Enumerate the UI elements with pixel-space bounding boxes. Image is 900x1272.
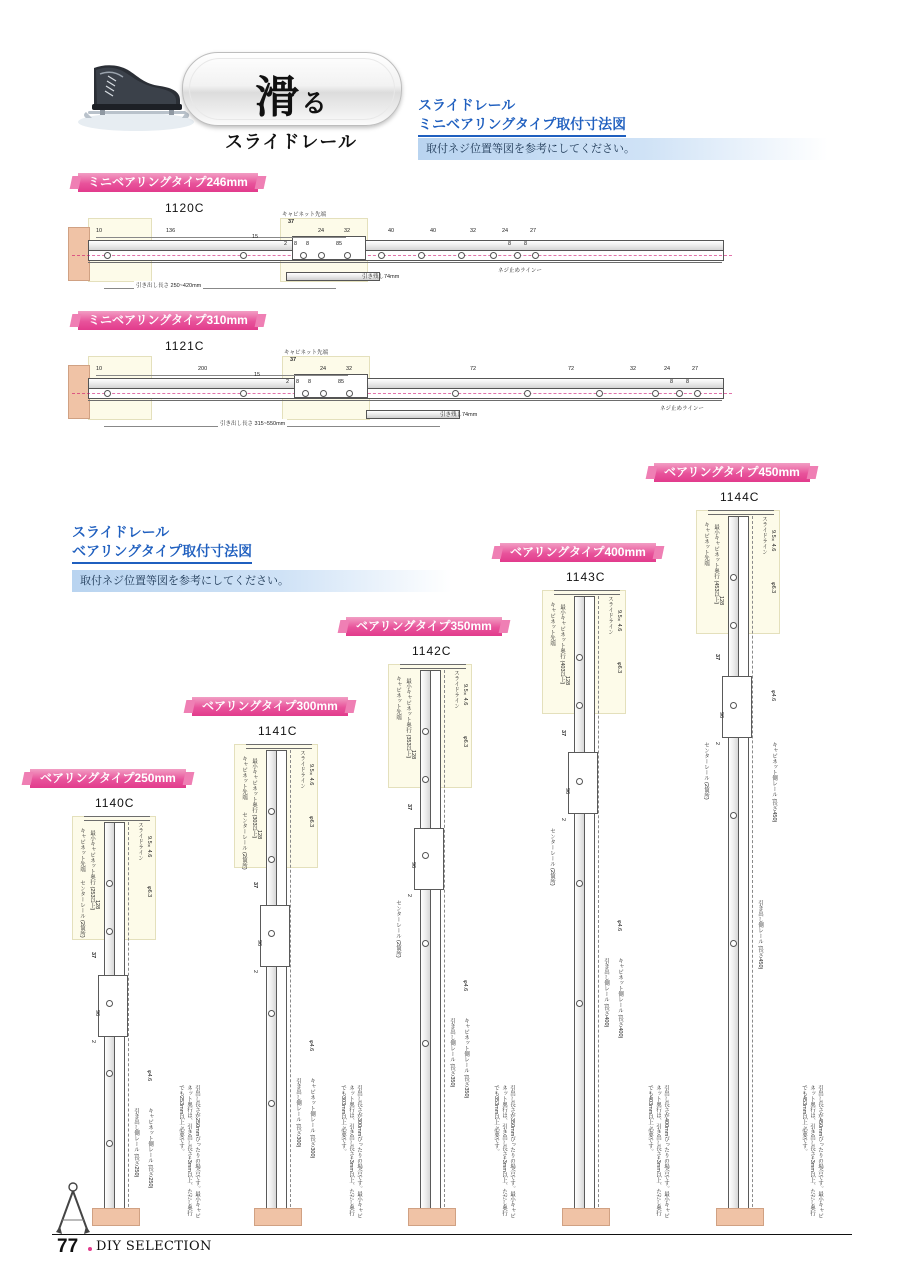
dim-310-85: 85: [338, 379, 345, 385]
drawer-rail-350: [430, 670, 441, 1224]
section2-title: [72, 523, 252, 564]
screw-hole: [268, 930, 275, 937]
top-edge-350: [400, 664, 466, 665]
rail-bottom-line-246: [88, 262, 722, 263]
screw-hole: [730, 622, 737, 629]
screw-9546-350: 9.5×4.6: [462, 684, 468, 706]
screw-hole: [576, 1000, 583, 1007]
cabinet-tip-400: キャビネット先端: [549, 602, 555, 646]
dim-96-250: 96: [94, 1010, 100, 1017]
cabinet-tip-450: キャビネット先端: [703, 522, 709, 566]
top-edge2-250: [84, 820, 150, 821]
model-1143c: 1143C: [566, 570, 606, 584]
dim-310-32: 32: [346, 366, 353, 372]
ribbon-bearing-400: ベアリングタイプ400mm: [500, 543, 656, 562]
cabinet-tip-250: キャビネット先端: [79, 828, 85, 872]
dim-246-85: 85: [336, 241, 343, 247]
screw-hole: [106, 1000, 113, 1007]
dim-310-27: 27: [692, 366, 699, 372]
model-1120c: 1120C: [165, 201, 205, 215]
dim-310-8b: 8: [308, 379, 312, 385]
dim-246-24: 24: [318, 228, 325, 234]
cabinet-tip-300: キャビネット先端: [241, 756, 247, 800]
screwline-label-310: ネジ止めラインー: [660, 406, 704, 412]
dim-128-300: 128: [256, 830, 262, 840]
dim-37-400: 37: [560, 730, 566, 737]
center-rail-400: [568, 752, 598, 814]
drawer-rail-label-450: 引き出し側レール (長さ450): [757, 900, 763, 970]
screw-hole: [346, 390, 353, 397]
screw-hole: [268, 1010, 275, 1017]
base-block-400: [562, 1208, 610, 1226]
dim-128-400: 128: [564, 676, 570, 686]
screw-hole: [106, 928, 113, 935]
dim-37-450: 37: [714, 654, 720, 661]
screw-hole: [300, 252, 307, 259]
top-edge-450: [708, 510, 774, 511]
top-edge2-300: [246, 748, 312, 749]
screw-9546-400: 9.5×4.6: [616, 610, 622, 632]
base-block-250: [92, 1208, 140, 1226]
drawer-rail-label-250: 引き出し側レール (長さ250): [133, 1108, 139, 1178]
dim-line-top-246: [96, 237, 346, 238]
screw-9546-300: 9.5×4.6: [308, 764, 314, 786]
dim-310-8c: 8: [670, 379, 674, 385]
section1-title: [418, 96, 626, 137]
cabinet-block-246: [68, 227, 90, 281]
screw-hole: [576, 702, 583, 709]
note-300: 引出し長さが300mmぴったりの場合です。最小キャビネット奥行は、引き出し長さ+3mm以上、ただし奥行でも303mm以上 必要です。: [340, 1085, 362, 1219]
screw-hole: [302, 390, 309, 397]
cabinet-rail-label-400: キャビネット側レール (長さ400): [617, 958, 623, 1039]
footer-rule: [52, 1234, 852, 1235]
ice-skate-photo: [70, 48, 200, 136]
screw-63-400: φ6.3: [616, 662, 622, 674]
screw-hole: [106, 1140, 113, 1147]
side-travel-450: 最小キャビネット奥行 (453以上): [713, 524, 719, 605]
dim-246-40a: 40: [388, 228, 395, 234]
ribbon-bearing-350: ベアリングタイプ350mm: [346, 617, 502, 636]
screw-46-300: φ4.6: [308, 1040, 314, 1052]
dim-96-300: 96: [256, 940, 262, 947]
dim-246-136: 136: [166, 228, 176, 234]
screw-hole: [104, 252, 111, 259]
screw-hole: [532, 252, 539, 259]
note-250: 引出し長さが250mmぴったりの場合です。最小キャビネット奥行は、引き出し長さ+3mm以上、ただし奥行でも253mm以上 必要です。: [178, 1085, 200, 1219]
dim-96-450: 96: [718, 712, 724, 719]
cabinet-rail-label-350: キャビネット側レール (長さ350): [463, 1018, 469, 1099]
slide-line-250: [128, 822, 129, 1222]
screw-hole: [730, 574, 737, 581]
dim-2-250: 2: [90, 1040, 96, 1044]
badge-kanji-main: 滑: [254, 72, 301, 123]
dim-310-15: 15: [254, 372, 261, 378]
top-edge-400: [554, 590, 620, 591]
dim-246-8b: 8: [306, 241, 310, 247]
screw-hole: [422, 1040, 429, 1047]
slide-line-label-250: スライドライン: [137, 822, 143, 861]
dim-96-350: 96: [410, 862, 416, 869]
section1-title-line2: ミニベアリングタイプ取付寸法図: [418, 115, 626, 137]
screw-hole: [422, 776, 429, 783]
screw-hole: [490, 252, 497, 259]
dim-310-32b: 32: [630, 366, 637, 372]
screw-hole: [676, 390, 683, 397]
dim-2-350: 2: [406, 894, 412, 898]
screw-63-300: φ6.3: [308, 816, 314, 828]
screw-63-250: φ6.3: [146, 886, 152, 898]
screw-hole: [268, 1100, 275, 1107]
center-rail-250: [98, 975, 128, 1037]
remain-label-310: 引き残し74mm: [440, 412, 478, 418]
centerline-246: [72, 255, 732, 256]
dim-310-200: 200: [198, 366, 208, 372]
dim-2-450: 2: [714, 742, 720, 746]
dim-128-450: 128: [718, 596, 724, 606]
screw-hole: [106, 1070, 113, 1077]
dim-310-10: 10: [96, 366, 103, 372]
dim-246-27: 27: [530, 228, 537, 234]
dim-246-8a: 8: [294, 241, 298, 247]
dim-246-8c: 8: [508, 241, 512, 247]
dim-246-8d: 8: [524, 241, 528, 247]
cabinet-tip-350: キャビネット先端: [395, 676, 401, 720]
slide-line-350: [444, 670, 445, 1222]
slide-line-label-400: スライドライン: [607, 596, 613, 635]
center-rail-label-350: センターレール (2箇所): [395, 900, 401, 958]
dim-310-24: 24: [320, 366, 327, 372]
side-travel-350: 最小キャビネット奥行 (353以上): [405, 678, 411, 759]
base-block-450: [716, 1208, 764, 1226]
screw-hole: [344, 252, 351, 259]
top-edge-250: [84, 816, 150, 817]
section2-title-line1: スライドレール: [72, 524, 170, 540]
side-travel-300: 最小キャビネット奥行 (303以上): [251, 758, 257, 839]
center-rail-label-250: センターレール (2箇所): [79, 880, 85, 938]
center-rail-450: [722, 676, 752, 738]
dim-line-top-310: [96, 375, 348, 376]
base-block-300: [254, 1208, 302, 1226]
footer-text: DIY SELECTION: [96, 1239, 212, 1254]
screw-hole: [652, 390, 659, 397]
slide-line-300: [290, 750, 291, 1222]
dim-246-2: 2: [284, 241, 288, 247]
top-edge-300: [246, 744, 312, 745]
dim-37-250: 37: [90, 952, 96, 959]
cabinet-tip-label-246: キャビネット先端: [282, 212, 327, 218]
centerline-310: [72, 393, 732, 394]
model-1140c: 1140C: [95, 796, 135, 810]
center-rail-300: [260, 905, 290, 967]
dim-310-2: 2: [286, 379, 290, 385]
drawer-rail-400: [584, 596, 595, 1224]
ribbon-bearing-450: ベアリングタイプ450mm: [654, 463, 810, 482]
section1-note: 取付ネジ位置等図を参考にしてください。: [418, 138, 828, 160]
ribbon-mini-310: ミニベアリングタイプ310mm: [78, 311, 258, 330]
slide-line-label-350: スライドライン: [453, 670, 459, 709]
center-rail-label-450: センターレール (2箇所): [703, 742, 709, 800]
dim-310-8d: 8: [686, 379, 690, 385]
ribbon-mini-246: ミニベアリングタイプ246mm: [78, 173, 258, 192]
center-rail-label-400: センターレール (2箇所): [549, 828, 555, 886]
screw-hole: [730, 702, 737, 709]
screw-hole: [458, 252, 465, 259]
slide-line-label-300: スライドライン: [299, 750, 305, 789]
dim-310-8a: 8: [296, 379, 300, 385]
model-1121c: 1121C: [165, 339, 205, 353]
screw-hole: [268, 856, 275, 863]
note-350: 引出し長さが350mmぴったりの場合です。最小キャビネット奥行は、引き出し長さ+3mm以上、ただし奥行でも353mm以上 必要です。: [493, 1085, 515, 1219]
screw-hole: [418, 252, 425, 259]
screw-hole: [104, 390, 111, 397]
rail-bottom-line-310: [88, 400, 722, 401]
center-rail-label-300: センターレール (2箇所): [241, 812, 247, 870]
top-edge2-450: [708, 514, 774, 515]
footer-dot-icon: [88, 1247, 92, 1251]
remain-label-246: 引き残し74mm: [362, 274, 400, 280]
dim-246-32b: 32: [470, 228, 477, 234]
screw-hole: [576, 654, 583, 661]
badge-kanji: [183, 61, 401, 125]
drawer-rail-450: [738, 516, 749, 1224]
slide-line-400: [598, 596, 599, 1222]
base-block-350: [408, 1208, 456, 1226]
dim-37-300: 37: [252, 882, 258, 889]
screw-hole: [422, 728, 429, 735]
drawer-rail-label-400: 引き出し側レール (長さ400): [603, 958, 609, 1028]
screw-hole: [422, 852, 429, 859]
screw-hole: [240, 390, 247, 397]
dim-246-15: 15: [252, 234, 259, 240]
screw-hole: [524, 390, 531, 397]
dim-128-350: 128: [410, 750, 416, 760]
screw-hole: [422, 940, 429, 947]
screw-hole: [106, 880, 113, 887]
dim-2-300: 2: [252, 970, 258, 974]
section2-note: 取付ネジ位置等図を参考にしてください。: [72, 570, 452, 592]
dim-310-72a: 72: [470, 366, 477, 372]
dim-246-24b: 24: [502, 228, 509, 234]
slide-line-label-450: スライドライン: [761, 516, 767, 555]
screw-hole: [596, 390, 603, 397]
drawer-rail-label-350: 引き出し側レール (長さ350): [449, 1018, 455, 1088]
center-rail-350: [414, 828, 444, 890]
screw-63-450: φ6.3: [770, 582, 776, 594]
screw-hole: [730, 940, 737, 947]
screw-63-350: φ6.3: [462, 736, 468, 748]
drawer-rail-label-300: 引き出し側レール (長さ300): [295, 1078, 301, 1148]
product-name-badge: [182, 52, 402, 126]
travel-label-246: 引き出し長さ 250~420mm: [136, 283, 202, 289]
top-edge2-350: [400, 668, 466, 669]
screw-hole: [694, 390, 701, 397]
dim-246-37: 37: [288, 219, 295, 225]
screw-46-400: φ4.6: [616, 920, 622, 932]
drawer-rail-300: [276, 750, 287, 1224]
dim-37-350: 37: [406, 804, 412, 811]
screw-9546-250: 9.5×4.6: [146, 836, 152, 858]
cabinet-rail-label-300: キャビネット側レール (長さ300): [309, 1078, 315, 1159]
page-number: 77: [57, 1236, 79, 1257]
cabinet-rail-label-450: キャビネット側レール (長さ450): [771, 742, 777, 823]
screw-hole: [378, 252, 385, 259]
side-travel-250: 最小キャビネット奥行 (253以上): [89, 830, 95, 911]
screw-hole: [318, 252, 325, 259]
ribbon-bearing-250: ベアリングタイプ250mm: [30, 769, 186, 788]
screw-hole: [576, 778, 583, 785]
badge-kanji-small: る: [300, 89, 329, 119]
screw-hole: [268, 808, 275, 815]
side-travel-400: 最小キャビネット奥行 (403以上): [559, 604, 565, 685]
screw-hole: [320, 390, 327, 397]
dim-96-400: 96: [564, 788, 570, 795]
ribbon-bearing-300: ベアリングタイプ300mm: [192, 697, 348, 716]
screw-46-250: φ4.6: [146, 1070, 152, 1082]
top-edge2-400: [554, 594, 620, 595]
dim-2-400: 2: [560, 818, 566, 822]
note-400: 引出し長さが400mmぴったりの場合です。最小キャビネット奥行は、引き出し長さ+3mm以上、ただし奥行でも403mm以上 必要です。: [647, 1085, 669, 1219]
screw-46-350: φ4.6: [462, 980, 468, 992]
dim-128-250: 128: [94, 900, 100, 910]
section1-title-line1: スライドレール: [418, 97, 516, 113]
screw-46-450: φ4.6: [770, 690, 776, 702]
cabinet-tip-label-310: キャビネット先端: [284, 350, 329, 356]
screw-hole: [514, 252, 521, 259]
screw-hole: [730, 812, 737, 819]
badge-caption: スライドレール: [224, 132, 358, 152]
model-1142c: 1142C: [412, 644, 452, 658]
dim-310-37: 37: [290, 357, 297, 363]
screw-hole: [576, 880, 583, 887]
dim-246-32: 32: [344, 228, 351, 234]
screw-9546-450: 9.5×4.6: [770, 530, 776, 552]
dim-310-24b: 24: [664, 366, 671, 372]
screw-hole: [240, 252, 247, 259]
slide-line-450: [752, 516, 753, 1222]
dim-246-10: 10: [96, 228, 103, 234]
cabinet-rail-label-250: キャビネット側レール (長さ250): [147, 1108, 153, 1189]
dim-310-72b: 72: [568, 366, 575, 372]
note-450: 引出し長さが450mmぴったりの場合です。最小キャビネット奥行は、引き出し長さ+3mm以上、ただし奥行でも453mm以上 必要です。: [801, 1085, 823, 1219]
screw-hole: [452, 390, 459, 397]
dim-246-40b: 40: [430, 228, 437, 234]
travel-label-310: 引き出し長さ 315~550mm: [220, 421, 286, 427]
model-1141c: 1141C: [258, 724, 298, 738]
model-1144c: 1144C: [720, 490, 760, 504]
section2-title-line2: ベアリングタイプ取付寸法図: [72, 542, 252, 564]
cabinet-block-310: [68, 365, 90, 419]
screwline-label-246: ネジ止めラインー: [498, 268, 542, 274]
